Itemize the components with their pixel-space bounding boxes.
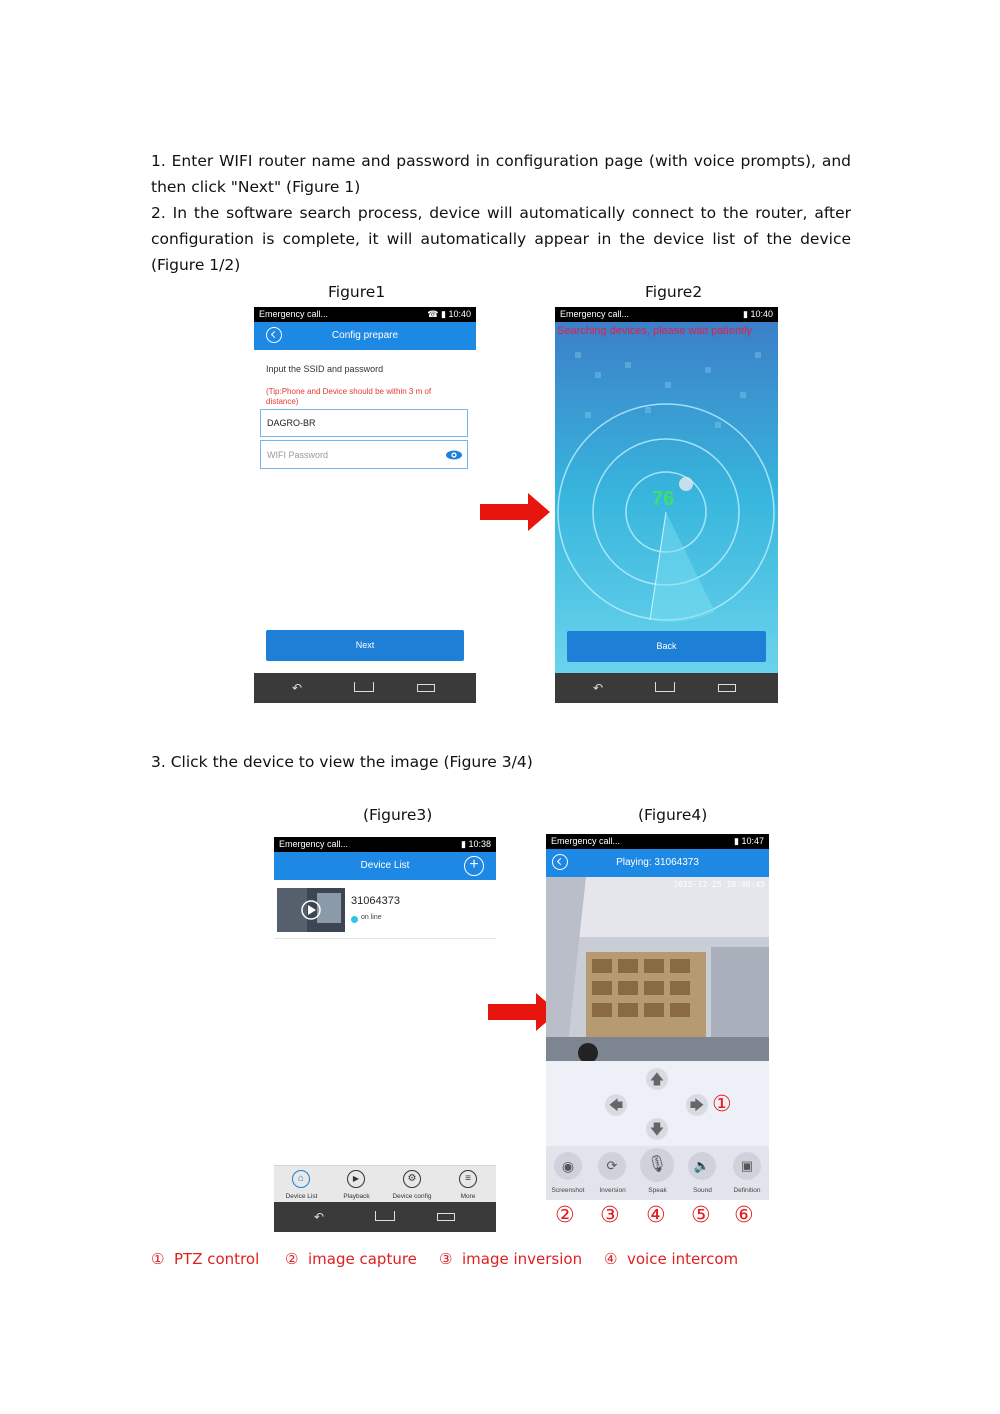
device-list-title-bar bbox=[274, 852, 496, 880]
nav-back-icon[interactable]: ↶ bbox=[314, 1210, 325, 1224]
figure3-screenshot bbox=[274, 837, 496, 1232]
status-bar bbox=[274, 837, 496, 852]
status-bar bbox=[555, 307, 778, 322]
status-time: ▮ 10:40 bbox=[743, 309, 773, 319]
marker-definition: ⑥ bbox=[734, 1203, 754, 1228]
marker-screenshot: ② bbox=[555, 1203, 575, 1228]
back-icon[interactable] bbox=[266, 327, 282, 343]
tab-label: Device List bbox=[285, 1193, 318, 1200]
camera-live-view bbox=[546, 877, 769, 1061]
tab-label: Device config bbox=[392, 1193, 432, 1200]
status-left-text: Emergency call... bbox=[560, 309, 630, 319]
nav-recents-icon[interactable] bbox=[437, 1213, 455, 1221]
nav-home-icon[interactable] bbox=[354, 682, 374, 692]
next-button[interactable]: Next bbox=[266, 630, 464, 661]
ssid-value: DAGRO-BR bbox=[267, 418, 316, 428]
legend-text: image inversion bbox=[462, 1250, 583, 1268]
figure1-screenshot bbox=[254, 307, 476, 703]
device-id: 31064373 bbox=[351, 895, 400, 907]
tab-device-list[interactable] bbox=[274, 1166, 329, 1204]
figure4-caption: (Figure4) bbox=[638, 806, 708, 824]
device-list-item[interactable] bbox=[274, 882, 496, 939]
distance-tip: (Tip:Phone and Device should be within 3 m of distance) bbox=[266, 387, 432, 406]
nav-home-icon[interactable] bbox=[655, 682, 675, 692]
radar-progress: 76 bbox=[652, 488, 675, 510]
gear-icon: ⚙ bbox=[403, 1170, 421, 1188]
marker-inversion: ③ bbox=[600, 1203, 620, 1228]
screenshot-button[interactable] bbox=[546, 1146, 590, 1200]
status-time: ▮ 10:47 bbox=[734, 836, 764, 846]
home-icon: ⌂ bbox=[292, 1170, 310, 1188]
status-time-text: 10:47 bbox=[741, 836, 764, 846]
status-time-text: 10:38 bbox=[468, 839, 491, 849]
legend-text: PTZ control bbox=[174, 1250, 260, 1268]
nav-home-icon[interactable] bbox=[375, 1211, 395, 1221]
tab-more[interactable] bbox=[440, 1166, 496, 1204]
tab-label: Playback bbox=[343, 1193, 370, 1200]
tab-label: More bbox=[460, 1193, 476, 1200]
red-arrow-icon bbox=[480, 493, 550, 531]
device-thumbnail bbox=[277, 888, 345, 932]
ptz-down-icon[interactable]: 🡇 bbox=[646, 1118, 668, 1140]
legend-item bbox=[604, 1250, 738, 1268]
legend-text: voice intercom bbox=[627, 1250, 739, 1268]
page-title: Config prepare bbox=[331, 330, 399, 341]
show-password-eye-icon[interactable] bbox=[445, 449, 463, 461]
nav-back-icon[interactable]: ↶ bbox=[292, 681, 303, 695]
android-nav-bar bbox=[254, 673, 476, 703]
menu-icon: ≡ bbox=[459, 1170, 477, 1188]
video-timestamp: 2015-12-25 10:46:45 bbox=[673, 880, 765, 889]
ssid-field[interactable] bbox=[260, 409, 468, 437]
password-placeholder: WIFI Password bbox=[267, 450, 329, 460]
marker-speak: ④ bbox=[646, 1203, 666, 1228]
tab-playback[interactable] bbox=[329, 1166, 384, 1204]
monitor-icon: ▣ bbox=[733, 1152, 761, 1180]
nav-back-icon[interactable]: ↶ bbox=[593, 681, 604, 695]
android-nav-bar bbox=[555, 673, 778, 703]
ptz-left-icon[interactable]: 🡄 bbox=[605, 1094, 627, 1116]
speak-button[interactable] bbox=[635, 1146, 680, 1200]
status-left-text: Emergency call... bbox=[551, 836, 621, 846]
speaker-icon: 🔈 bbox=[688, 1152, 716, 1180]
status-time: ☎​ ▮ 10:40 bbox=[427, 309, 471, 319]
sound-button[interactable] bbox=[680, 1146, 725, 1200]
online-status-dot bbox=[351, 916, 358, 923]
marker-ptz: ① bbox=[712, 1092, 732, 1117]
config-title-bar bbox=[254, 322, 476, 350]
status-left-text: Emergency call... bbox=[259, 309, 329, 319]
ptz-right-icon[interactable]: 🡆 bbox=[686, 1094, 708, 1116]
legend-number: ④ bbox=[604, 1250, 618, 1268]
control-label: Definition bbox=[733, 1187, 761, 1194]
page-title: Playing: 31064373 bbox=[616, 857, 699, 868]
page-title: Device List bbox=[360, 860, 410, 871]
control-label: Sound bbox=[693, 1187, 712, 1194]
legend-item bbox=[285, 1250, 417, 1268]
definition-button[interactable] bbox=[725, 1146, 769, 1200]
status-time-text: 10:40 bbox=[750, 309, 773, 319]
nav-recents-icon[interactable] bbox=[417, 684, 435, 692]
device-status: on line bbox=[361, 914, 382, 921]
playing-title-bar bbox=[546, 849, 769, 877]
status-time-text: 10:40 bbox=[448, 309, 471, 319]
microphone-icon: 🎙 bbox=[640, 1148, 674, 1182]
status-left-text: Emergency call... bbox=[279, 839, 349, 849]
searching-status: Searching devices, please wait patiently bbox=[557, 325, 753, 337]
status-bar bbox=[546, 834, 769, 849]
rotate-icon: ⟳ bbox=[598, 1152, 626, 1180]
bottom-tab-bar bbox=[274, 1165, 496, 1204]
legend-number: ① bbox=[151, 1250, 165, 1268]
legend-item bbox=[439, 1250, 582, 1268]
tab-device-config[interactable] bbox=[384, 1166, 440, 1204]
figure3-caption: (Figure3) bbox=[363, 806, 433, 824]
control-label: Speak bbox=[648, 1187, 667, 1194]
legend-number: ② bbox=[285, 1250, 299, 1268]
ptz-up-icon[interactable]: 🡅 bbox=[646, 1068, 668, 1090]
control-label: Inversion bbox=[599, 1187, 626, 1194]
instruction-step-1: 1. Enter WIFI router name and password in configuration page (with voice prompts), and then click "Next" (Figure 1) bbox=[151, 152, 851, 196]
inversion-button[interactable] bbox=[590, 1146, 635, 1200]
figure1-caption: Figure1 bbox=[328, 283, 386, 301]
ssid-prompt: Input the SSID and password bbox=[266, 364, 384, 374]
playback-icon: ▶ bbox=[347, 1170, 365, 1188]
status-time: ▮ 10:38 bbox=[461, 839, 491, 849]
figure2-screenshot bbox=[555, 307, 778, 703]
password-field[interactable] bbox=[260, 440, 468, 469]
android-nav-bar bbox=[274, 1202, 496, 1232]
marker-sound: ⑤ bbox=[691, 1203, 711, 1228]
back-icon[interactable] bbox=[552, 854, 568, 870]
legend-number: ③ bbox=[439, 1250, 453, 1268]
figure4-screenshot bbox=[546, 834, 769, 1200]
instruction-step-2: 2. In the software search process, device will automatically connect to the router, after configuration is complete, it will automatically appear in the device list of the device (Figure 1/2) bbox=[151, 204, 851, 274]
status-bar bbox=[254, 307, 476, 322]
back-button[interactable]: Back bbox=[567, 631, 766, 662]
instruction-step-3: 3. Click the device to view the image (Figure 3/4) bbox=[151, 753, 533, 771]
control-label: Screenshot bbox=[551, 1187, 585, 1194]
add-device-icon[interactable]: + bbox=[464, 856, 484, 876]
legend-text: image capture bbox=[308, 1250, 417, 1268]
legend-item bbox=[151, 1250, 259, 1268]
camera-icon: ◉ bbox=[554, 1152, 582, 1180]
figure2-caption: Figure2 bbox=[645, 283, 703, 301]
nav-recents-icon[interactable] bbox=[718, 684, 736, 692]
playback-controls bbox=[546, 1146, 769, 1200]
